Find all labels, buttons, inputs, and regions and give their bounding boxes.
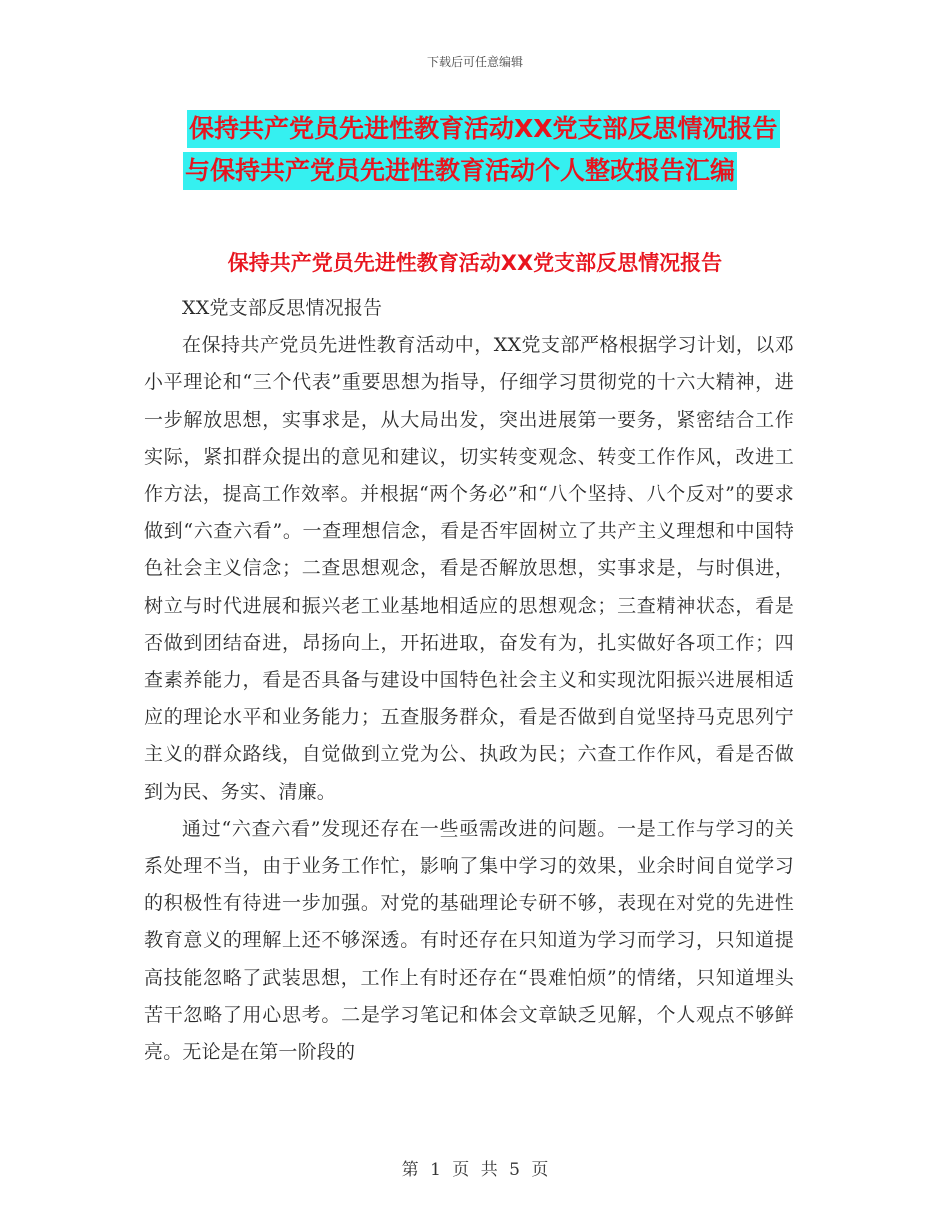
document-body [144, 290, 794, 1071]
main-title-line-2: 与保持共产党员先进性教育活动个人整改报告汇编 [183, 152, 737, 190]
body-paragraph: 通过“六查六看”发现还存在一些亟需改进的问题。一是工作与学习的关系处理不当，由于业务工作忙，影响了集中学习的效果，业余时间自觉学习的积极性有待进一步加强。对党的基础理论专研不够，表现在对党的先进性教育意义的理解上还不够深透。有时还存在只知道为学习而学习，只知道提高技能忽略了武装思想，工作上有时还存在“畏难怕烦”的情绪，只知道埋头苦干忽略了用心思考。二是学习笔记和体会文章缺乏见解，个人观点不够鲜亮。无论是在第一阶段的 [144, 817, 794, 1064]
document-main-title [183, 110, 823, 190]
header-note: 下载后可任意编辑 [426, 55, 523, 69]
main-title-line-1: 保持共产党员先进性教育活动XX党支部反思情况报告 [187, 110, 780, 148]
body-paragraph: 在保持共产党员先进性教育活动中，XX党支部严格根据学习计划，以邓小平理论和“三个代表”重要思想为指导，仔细学习贯彻党的十六大精神，进一步解放思想，实事求是，从大局出发，突出进展第一要务，紧密结合工作实际，紧扣群众提出的意见和建议，切实转变观念、转变工作作风，改进工作方法，提高工作效率。并根据“两个务必”和“八个坚持、八个反对”的要求做到“六查六看”。一查理想信念，看是否牢固树立了共产主义理想和中国特色社会主义信念；二查思想观念，看是否解放思想，实事求是，与时俱进，树立与时代进展和振兴老工业基地相适应的思想观念；三查精神状态，看是否做到团结奋进，昂扬向上，开拓进取，奋发有为，扎实做好各项工作；四查素养能力，看是否具备与建设中国特色社会主义和实现沈阳振兴进展相适应的理论水平和业务能力；五查服务群众，看是否做到自觉坚持马克思列宁主义的群众路线，自觉做到立党为公、执政为民；六查工作作风，看是否做到为民、务实、清廉。 [144, 334, 794, 803]
page-footer: 第 1 页 共 5 页 [401, 1160, 549, 1180]
report-subtitle-paragraph: XX党支部反思情况报告 [182, 297, 383, 319]
section-title: 保持共产党员先进性教育活动XX党支部反思情况报告 [227, 251, 723, 275]
